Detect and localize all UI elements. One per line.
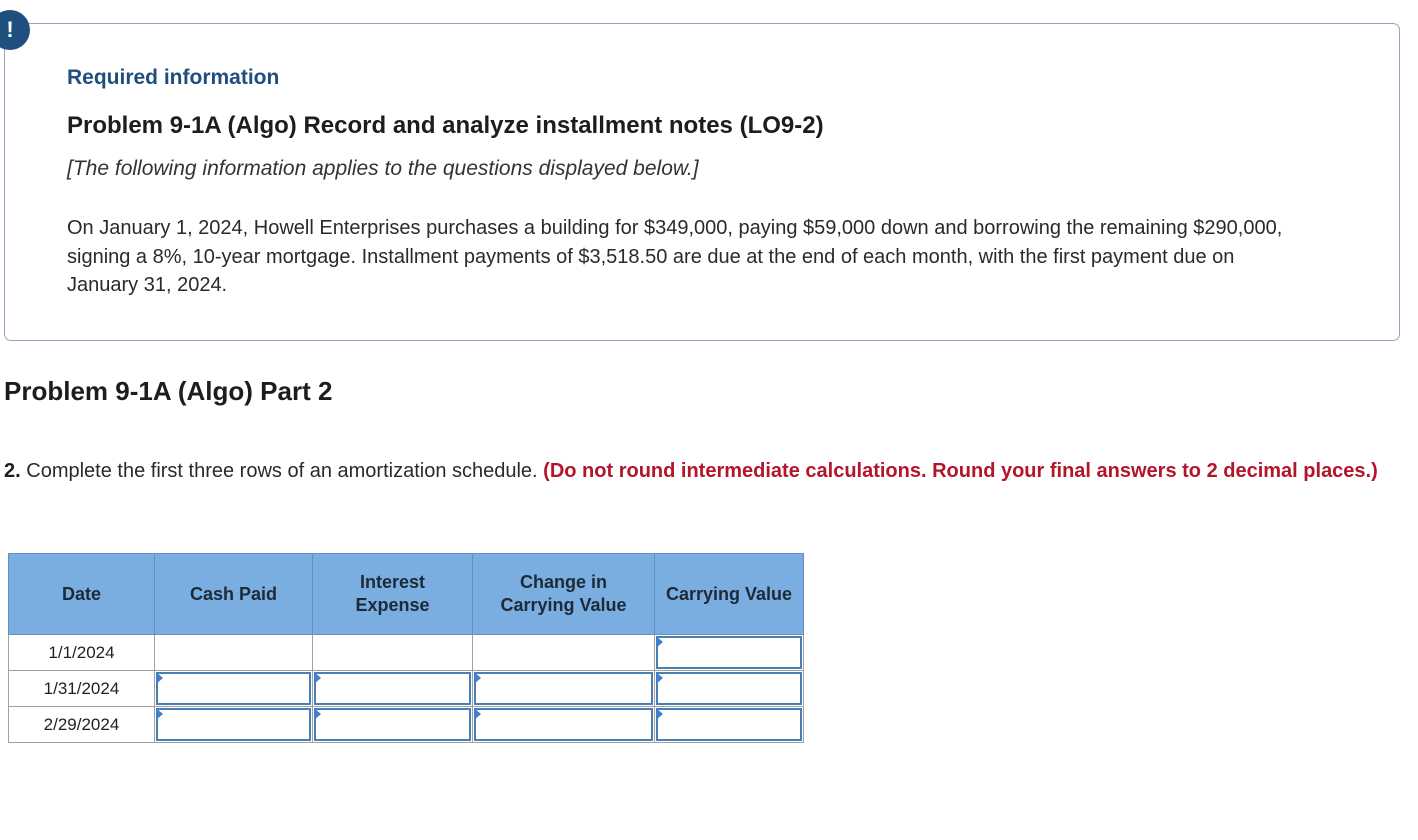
interest-expense-input-row2[interactable] (314, 672, 471, 705)
table-row (9, 635, 804, 671)
date-cell: 1/1/2024 (9, 635, 155, 671)
rounding-note: (Do not round intermediate calculations. Round your final answers to 2 decimal places.) (543, 460, 1378, 482)
amortization-schedule-table (8, 553, 804, 743)
part-title: Problem 9-1A (Algo) Part 2 (4, 376, 333, 406)
cash-paid-cell-empty (155, 635, 313, 671)
header-date: Date (9, 554, 155, 635)
header-change-line2: Carrying Value (500, 595, 627, 615)
header-carrying-value: Carrying Value (655, 554, 804, 635)
problem-description: On January 1, 2024, Howell Enterprises purchases a building for $349,000, paying $59,000 down and borrowing the remaining $290,000, signing a 8%, 10-year mortgage. Installment payments of $3,518.50 are due at the end of each month, with the first payment due on January 31, 2024. (67, 217, 1283, 296)
question-instruction (4, 457, 1409, 486)
cash-paid-cell (155, 671, 313, 707)
applies-note: [The following information applies to the questions displayed below.] (67, 157, 699, 180)
interest-expense-input-row3[interactable] (314, 708, 471, 741)
question-text: Complete the first three rows of an amortization schedule. (26, 460, 538, 482)
carrying-value-input-row3[interactable] (656, 708, 802, 741)
change-carrying-value-input-row2[interactable] (474, 672, 653, 705)
carrying-value-cell (655, 635, 804, 671)
input-flag-icon (474, 708, 481, 720)
change-carrying-value-cell (473, 707, 655, 743)
carrying-value-cell (655, 671, 804, 707)
change-carrying-value-cell-empty (473, 635, 655, 671)
input-flag-icon (156, 672, 163, 684)
header-interest-expense (313, 554, 473, 635)
cash-paid-input-row3[interactable] (156, 708, 311, 741)
table-header-row (9, 554, 804, 635)
header-interest-expense-line2: Expense (355, 595, 430, 615)
input-flag-icon (656, 672, 663, 684)
problem-title: Problem 9-1A (Algo) Record and analyze installment notes (LO9-2) (67, 112, 824, 139)
carrying-value-cell (655, 707, 804, 743)
table-row (9, 671, 804, 707)
input-flag-icon (314, 708, 321, 720)
input-flag-icon (656, 708, 663, 720)
cash-paid-input-row2[interactable] (156, 672, 311, 705)
input-flag-icon (656, 636, 663, 648)
interest-expense-cell (313, 671, 473, 707)
input-flag-icon (314, 672, 321, 684)
change-carrying-value-cell (473, 671, 655, 707)
header-cash-paid: Cash Paid (155, 554, 313, 635)
header-interest-expense-line1: Interest (359, 572, 426, 592)
cash-paid-cell (155, 707, 313, 743)
required-information-heading: Required information (67, 66, 280, 89)
table-row (9, 707, 804, 743)
interest-expense-cell (313, 707, 473, 743)
date-cell: 1/31/2024 (9, 671, 155, 707)
change-carrying-value-input-row3[interactable] (474, 708, 653, 741)
date-cell: 2/29/2024 (9, 707, 155, 743)
header-change-in-carrying-value (473, 554, 655, 635)
carrying-value-input-row1[interactable] (656, 636, 802, 669)
carrying-value-input-row2[interactable] (656, 672, 802, 705)
input-flag-icon (474, 672, 481, 684)
header-change-line1: Change in (519, 572, 607, 592)
input-flag-icon (156, 708, 163, 720)
interest-expense-cell-empty (313, 635, 473, 671)
alert-icon: ! (0, 10, 30, 50)
question-number: 2. (4, 460, 21, 482)
